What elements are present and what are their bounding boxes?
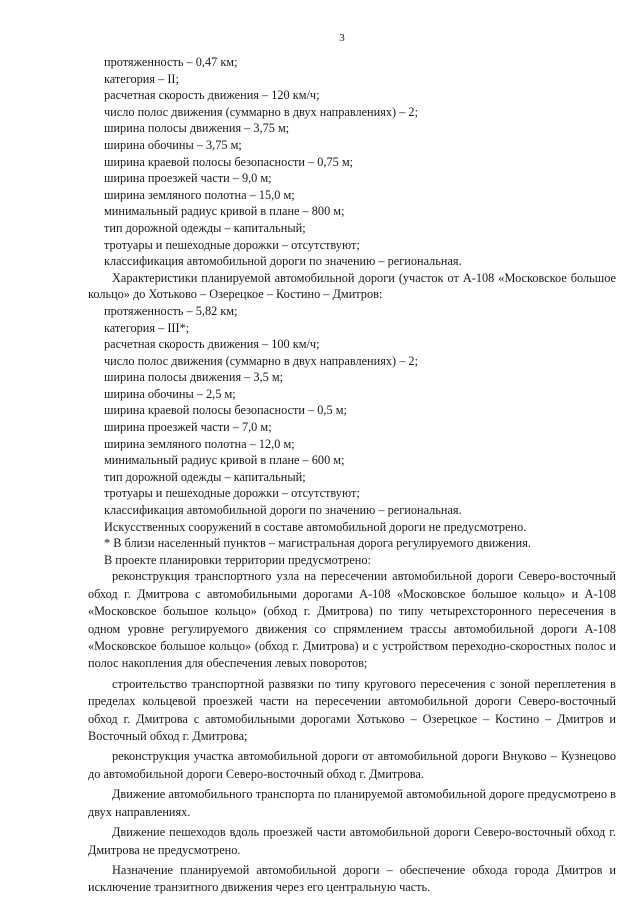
list-item: число полос движения (суммарно в двух направлениях) – 2; bbox=[104, 353, 418, 368]
list-item: ширина полосы движения – 3,75 м; bbox=[104, 121, 290, 136]
list-item: протяженность – 0,47 км; bbox=[104, 55, 238, 69]
list-item: ширина краевой полосы безопасности – 0,5 м; bbox=[104, 403, 347, 418]
planning-paragraph-reconstruction-node: реконструкция транспортного узла на пересечении автомобильной дороги Северо-восточный обход г. Дмитрова с автомобильными дорогами А-108 «Московское большое кольцо» и А-108 «Московское большое кольцо» (обход г. Дмитрова) по типу четырехсторонного пересечения в одном уровне регулируемого движения со спрямлением трассы автомобильной дороги А-108 «Московское большое кольцо» (обход г. Дмитрова) и с устройством переходно-скоростных полос и полос накопления для обеспечения левых поворотов; bbox=[88, 569, 616, 671]
list-item: ширина полосы движения – 3,5 м; bbox=[104, 370, 284, 385]
list-item: тип дорожной одежды – капитальный; bbox=[104, 469, 306, 484]
planning-paragraph-roundabout: строительство транспортной развязки по типу кругового пересечения с зоной переплетения в пределах кольцевой проезжей части на пересечении автомобильной дороги Северо-восточный обход г. Дмитрова с автомобильными дорогами Хотьково – Озерецкое – Костино – Дмитров и Восточный обход г. Дмитрова; bbox=[88, 676, 616, 744]
planning-paragraph-purpose: Назначение планируемой автомобильной дороги – обеспечение обхода города Дмитров и исключение транзитного движения через его центральную часть. bbox=[88, 862, 616, 895]
list-item: ширина обочины – 3,75 м; bbox=[104, 137, 242, 152]
page-number: 3 bbox=[339, 32, 345, 44]
structures-note: Искусственных сооружений в составе автомобильной дороги не предусмотрено. bbox=[104, 519, 527, 534]
footnote: * В близи населенный пунктов – магистральная дорога регулируемого движения. bbox=[104, 536, 531, 551]
planning-intro: В проекте планировки территории предусмотрено: bbox=[104, 552, 371, 567]
list-item: ширина проезжей части – 7,0 м; bbox=[104, 420, 272, 435]
planning-paragraph-reconstruction-section: реконструкция участка автомобильной дороги от автомобильной дороги Внуково – Кузнецово до автомобильной дороги Северо-восточный обход г. Дмитрова. bbox=[88, 749, 616, 781]
list-item: ширина проезжей части – 9,0 м; bbox=[104, 171, 272, 186]
list-item: классификация автомобильной дороги по значению – региональная. bbox=[104, 503, 462, 518]
list-item: тип дорожной одежды – капитальный; bbox=[104, 220, 306, 235]
road-section-2-heading: Характеристики планируемой автомобильной дороги (участок от А-108 «Московское большое кольцо» до Хотьково – Озерецкое – Костино – Дмитров: bbox=[88, 270, 616, 302]
list-item: расчетная скорость движения – 120 км/ч; bbox=[104, 88, 320, 103]
list-item: минимальный радиус кривой в плане – 600 м; bbox=[104, 453, 345, 468]
list-item: классификация автомобильной дороги по значению – региональная. bbox=[104, 254, 462, 269]
list-item: число полос движения (суммарно в двух направлениях) – 2; bbox=[104, 104, 418, 119]
list-item: категория – II; bbox=[104, 71, 179, 86]
list-item: ширина земляного полотна – 12,0 м; bbox=[104, 436, 295, 451]
road-section-1-characteristics bbox=[88, 54, 616, 270]
list-item: тротуары и пешеходные дорожки – отсутствуют; bbox=[104, 486, 360, 501]
list-item: категория – III*; bbox=[104, 320, 190, 335]
list-item: ширина обочины – 2,5 м; bbox=[104, 386, 236, 401]
list-item: протяженность – 5,82 км; bbox=[104, 303, 238, 318]
list-item: расчетная скорость движения – 100 км/ч; bbox=[104, 337, 320, 352]
list-item: ширина земляного полотна – 15,0 м; bbox=[104, 187, 295, 202]
list-item: ширина краевой полосы безопасности – 0,75 м; bbox=[104, 154, 354, 169]
document-body bbox=[88, 54, 616, 900]
list-item: минимальный радиус кривой в плане – 800 м; bbox=[104, 204, 345, 219]
road-section-2-characteristics bbox=[88, 303, 616, 552]
planning-paragraph-pedestrians: Движение пешеходов вдоль проезжей части автомобильной дороги Северо-восточный обход г. Дмитрова не предусмотрено. bbox=[88, 825, 616, 857]
list-item: тротуары и пешеходные дорожки – отсутствуют; bbox=[104, 237, 360, 252]
planning-paragraph-traffic: Движение автомобильного транспорта по планируемой автомобильной дороге предусмотрено в двух направлениях. bbox=[88, 787, 616, 819]
